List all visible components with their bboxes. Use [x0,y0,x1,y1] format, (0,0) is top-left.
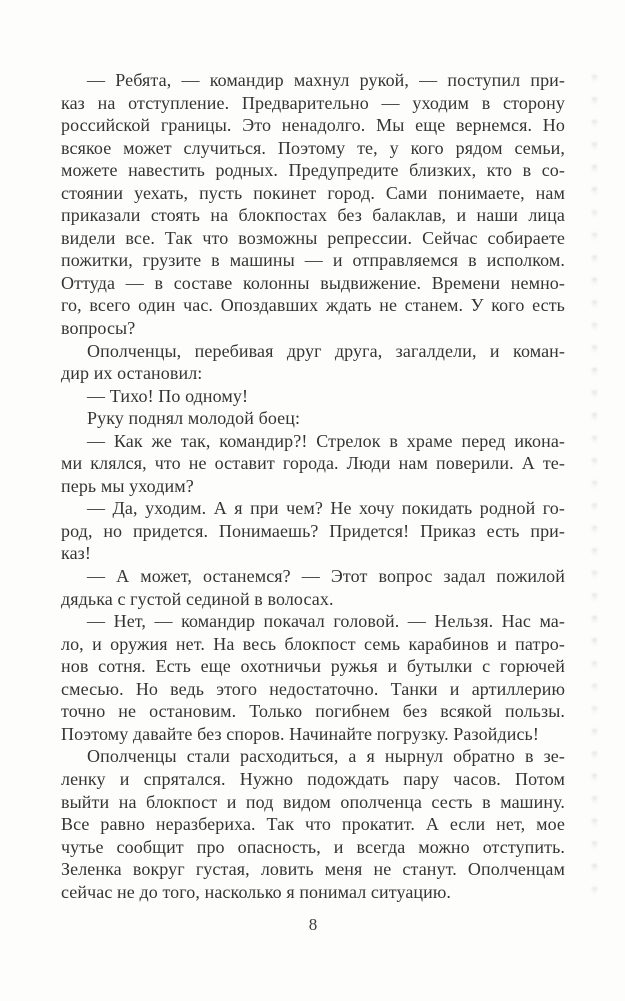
text-line: российской границы. Это ненадолго. Мы еще вернемся. Но [61,115,565,136]
text-line: го, всего один час. Опоздавших ждать не станем. У кого есть [61,295,565,316]
text-line: смесью. Но ведь этого недостаточно. Танки и артиллерию [61,678,565,699]
text-line: каз! [61,543,91,564]
text-line: приказали стоять на блокпостах без балаклав, и наши лица [61,205,565,226]
text-line: каз на отступление. Предварительно — уходим в сторону [61,92,565,113]
text-line: можете навестить родных. Предупредите близких, кто в со- [61,160,565,181]
text-line: — А может, останемся? — Этот вопрос задал пожилой [87,566,565,587]
text-line: — Тихо! По одному! [87,385,249,406]
text-line: вопросы? [61,318,136,339]
text-line: Поэтому давайте без споров. Начинайте погрузку. Разойдись! [61,723,539,744]
text-line: нов сотня. Есть еще охотничьи ружья и бутылки с горючей [61,656,565,677]
text-line: выйти на блокпост и под видом ополченца сесть в машину. [61,791,565,812]
text-line: Все равно неразбериха. Так что прокатит. А если нет, мое [61,814,565,835]
scan-artifact-column [592,75,597,905]
text-line: Зеленка вокруг густая, ловить меня не станут. Ополченцам [61,859,565,880]
text-line: сейчас не до того, насколько я понимал ситуацию. [61,881,452,902]
page-number: 8 [308,915,318,934]
text-line: Ополченцы, перебивая друг друга, загалдели, и коман- [87,340,565,361]
text-line: всякое может случиться. Поэтому те, у кого рядом семьи, [61,137,565,158]
text-line: — Ребята, — командир махнул рукой, — поступил при- [87,70,565,90]
text-line: ло, и оружия нет. На весь блокпост семь карабинов и патро- [61,633,565,654]
text-line: Оттуда — в составе колонны выдвижение. Времени немно- [61,272,565,293]
text-line: — Как же так, командир?! Стрелок в храме перед икона- [87,430,565,451]
text-line: перь мы уходим? [61,475,194,496]
text-line: ленку и спрятался. Нужно подождать пару часов. Потом [61,768,565,789]
text-line: стоянии уехать, пусть покинет город. Сами понимаете, нам [61,182,565,203]
text-line: Ополченцы стали расходиться, а я нырнул обратно в зе- [87,746,565,767]
text-line: пожитки, грузите в машины — и отправляемся в исполком. [61,250,565,271]
text-line: чутье сообщит про опасность, и всегда можно отступить. [61,836,565,857]
text-line: — Нет, — командир покачал головой. — Нельзя. Нас ма- [87,611,565,632]
text-line: — Да, уходим. А я при чем? Не хочу покидать родной го- [87,498,565,519]
text-line: дядька с густой сединой в волосах. [61,588,334,609]
text-line: род, но придется. Понимаешь? Придется! Приказ есть при- [61,520,565,541]
text-line: ми клялся, что не оставит города. Люди нам поверили. А те- [61,453,565,474]
text-line: точно не остановим. Только погибнем без всякой пользы. [61,701,565,722]
text-line: видели все. Так что возможны репрессии. Сейчас собираете [61,227,565,248]
text-line: Руку поднял молодой боец: [87,408,301,429]
text-line: дир их остановил: [61,363,203,384]
page-text [61,69,565,903]
